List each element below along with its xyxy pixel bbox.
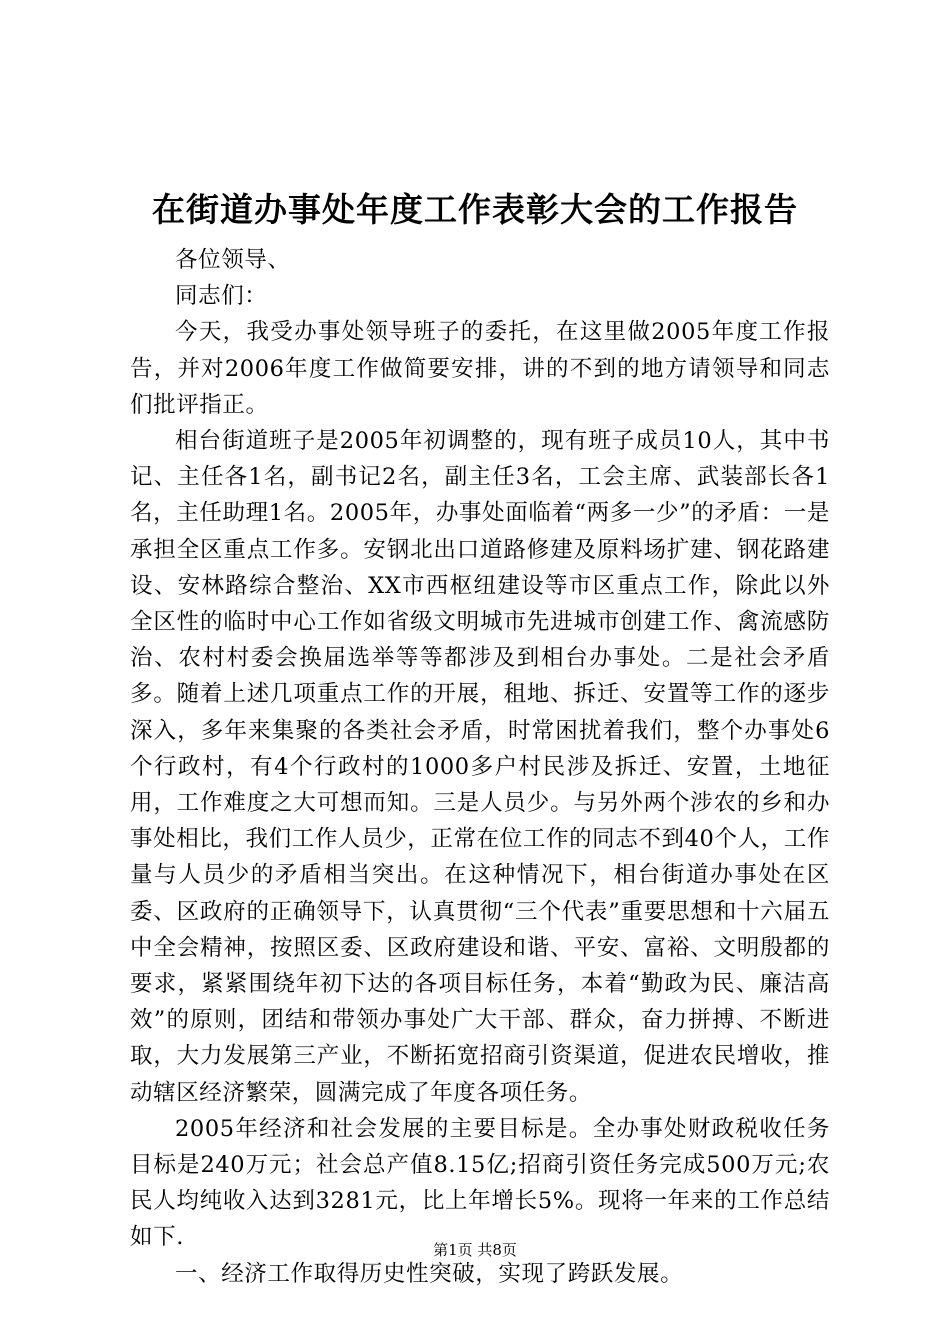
paragraph-background: 相台街道班子是2005年初调整的，现有班子成员10人，其中书记、主任各1名，副书记2名，副主任3名，工会主席、武装部长各1名，主任助理1名。2005年，办事处面临着“两多一少”的矛盾：一是承担全区重点工作多。安钢北出口道路修建及原料场扩建、钢花路建设、安林路综合整治、XX市西枢纽建设等市区重点工作，除此以外全区性的临时中心工作如省级文明城市先进城市创建工作、禽流感防治、农村村委会换届选举等等都涉及到相台办事处。二是社会矛盾多。随着上述几项重点工作的开展，租地、拆迁、安置等工作的逐步深入，多年来集聚的各类社会矛盾，时常困扰着我们，整个办事处6个行政村，有4个行政村的1000多户村民涉及拆迁、安置，土地征用，工作难度之大可想而知。三是人员少。与另外两个涉农的乡和办事处相比，我们工作人员少，正常在位工作的同志不到40个人，工作量与人员少的矛盾相当突出。在这种情况下，相台街道办事处在区委、区政府的正确领导下，认真贯彻“三个代表”重要思想和十六届五中全会精神，按照区委、区政府建设和谐、平安、富裕、文明殷都的要求，紧紧围绕年初下达的各项目标任务，本着“勤政为民、廉洁高效”的原则，团结和带领办事处广大干部、群众，奋力拼搏、不断进取，大力发展第三产业，不断拓宽招商引资渠道，促进农民增收，推动辖区经济繁荣，圆满完成了年度各项任务。 — [130, 428, 830, 1106]
document-title: 在街道办事处年度工作表彰大会的工作报告 — [152, 190, 798, 229]
section-heading-1: 一、经济工作取得历史性突破，实现了跨跃发展。 — [175, 1260, 684, 1287]
page-number-footer: 第1页 共8页 — [433, 1241, 517, 1259]
paragraph-intro: 今天，我受办事处领导班子的委托，在这里做2005年度工作报告，并对2006年度工作做简要安排，讲的不到的地方请领导和同志们批评指正。 — [130, 319, 830, 418]
paragraph-targets: 2005年经济和社会发展的主要目标是。全办事处财政税收任务目标是240万元；社会总产值8.15亿;招商引资任务完成500万元;农民人均纯收入达到3281元，比上年增长5%。现将一年来的工作总结如下. — [130, 1115, 830, 1251]
salutation-leaders: 各位领导、 — [175, 247, 291, 273]
salutation-comrades: 同志们： — [175, 283, 268, 310]
document-body — [130, 242, 830, 1292]
